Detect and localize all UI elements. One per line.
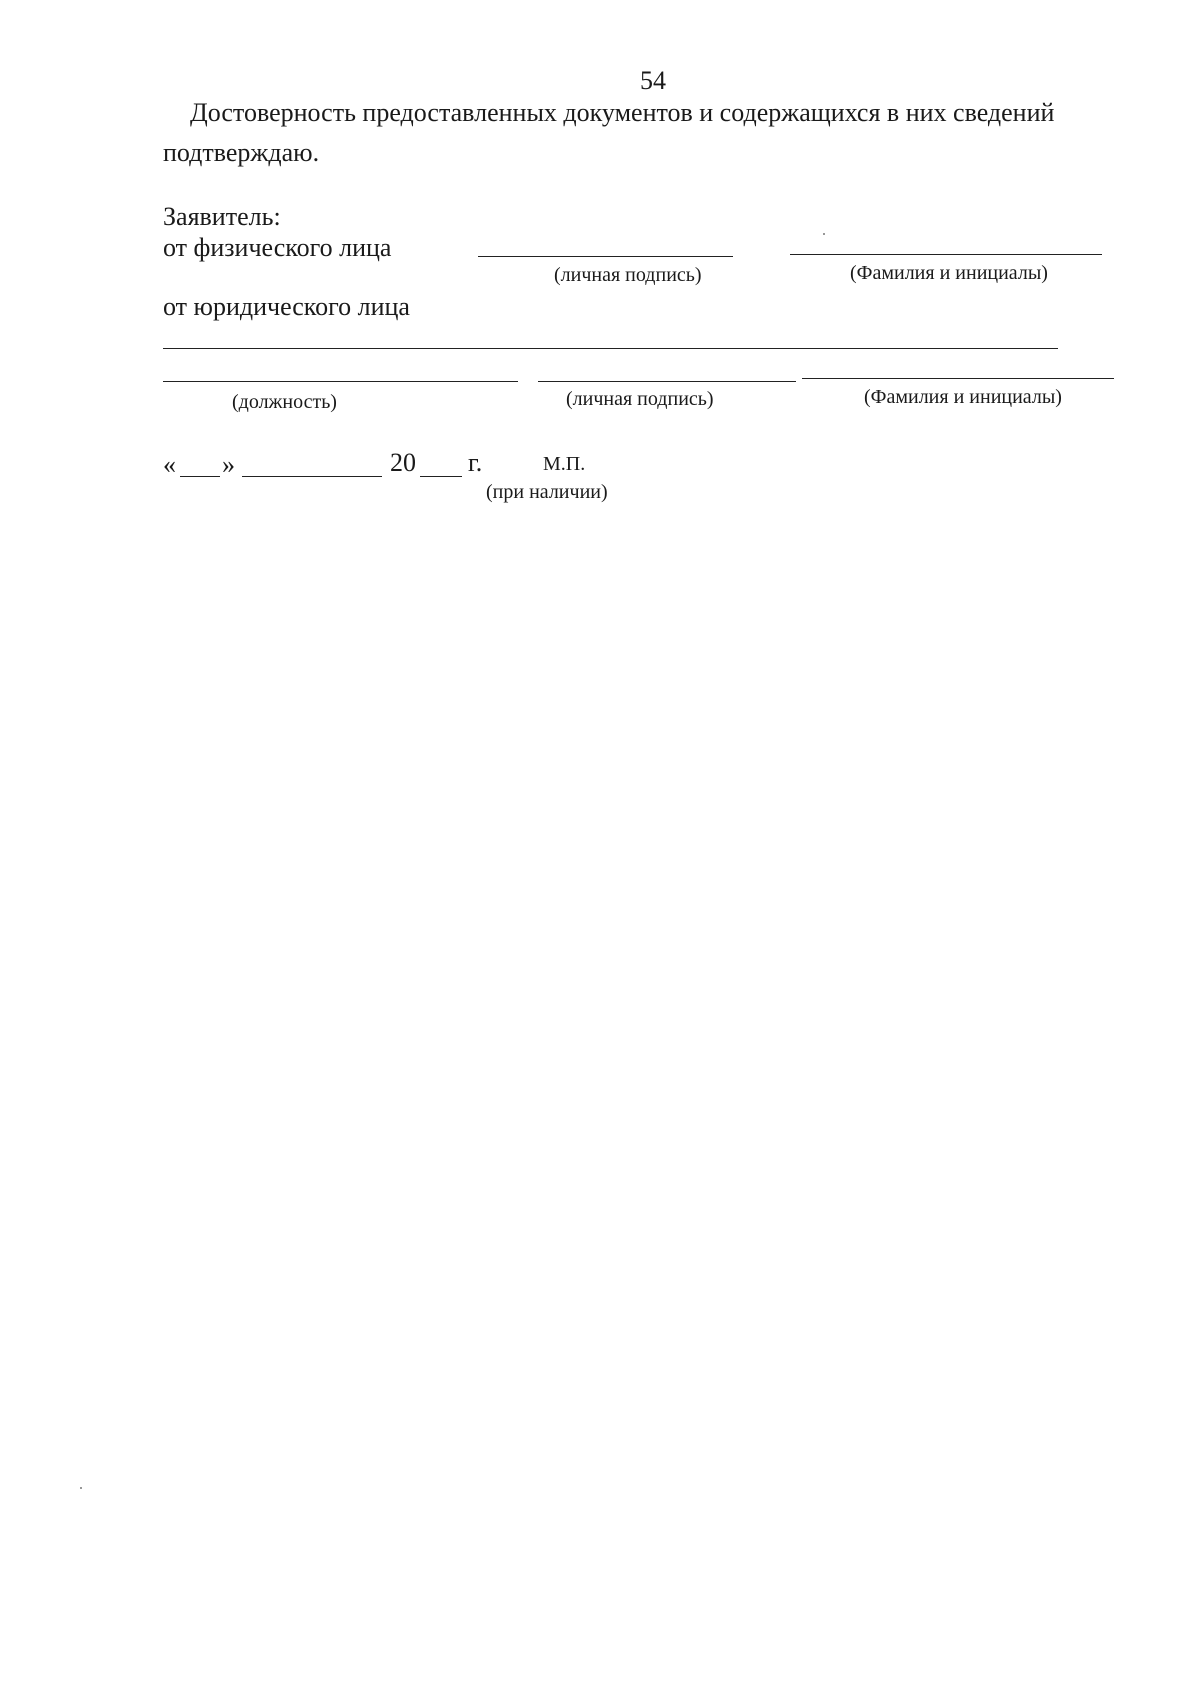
certification-line-2: подтверждаю. bbox=[163, 138, 320, 167]
stamp-label: М.П. bbox=[543, 453, 586, 475]
legal-name-line[interactable] bbox=[802, 378, 1114, 379]
date-open-quote: « bbox=[163, 450, 176, 479]
legal-entity-label: от юридического лица bbox=[163, 292, 410, 321]
applicant-heading: Заявитель: bbox=[163, 202, 281, 231]
legal-name-caption: (Фамилия и инициалы) bbox=[864, 386, 1062, 408]
position-caption: (должность) bbox=[232, 391, 337, 413]
individual-label: от физического лица bbox=[163, 233, 392, 262]
individual-signature-line[interactable] bbox=[478, 256, 733, 257]
stamp-note: (при наличии) bbox=[486, 481, 608, 503]
scan-speck bbox=[823, 233, 825, 235]
date-close-quote: » bbox=[222, 450, 235, 479]
legal-entity-name-line[interactable] bbox=[163, 348, 1058, 349]
certification-line-1: Достоверность предоставленных документов и содержащихся в них сведений bbox=[190, 98, 1055, 127]
legal-signature-line[interactable] bbox=[538, 381, 796, 382]
individual-signature-caption: (личная подпись) bbox=[554, 264, 702, 286]
individual-name-line[interactable] bbox=[790, 254, 1102, 255]
position-line[interactable] bbox=[163, 381, 518, 382]
scan-speck bbox=[80, 1487, 82, 1489]
date-day-line[interactable] bbox=[180, 476, 220, 477]
date-month-line[interactable] bbox=[242, 476, 382, 477]
date-year-prefix: 20 bbox=[390, 448, 416, 477]
date-year-suffix: г. bbox=[468, 448, 483, 477]
legal-signature-caption: (личная подпись) bbox=[566, 388, 714, 410]
individual-name-caption: (Фамилия и инициалы) bbox=[850, 262, 1048, 284]
page-number: 54 bbox=[640, 66, 666, 95]
date-year-line[interactable] bbox=[420, 476, 462, 477]
